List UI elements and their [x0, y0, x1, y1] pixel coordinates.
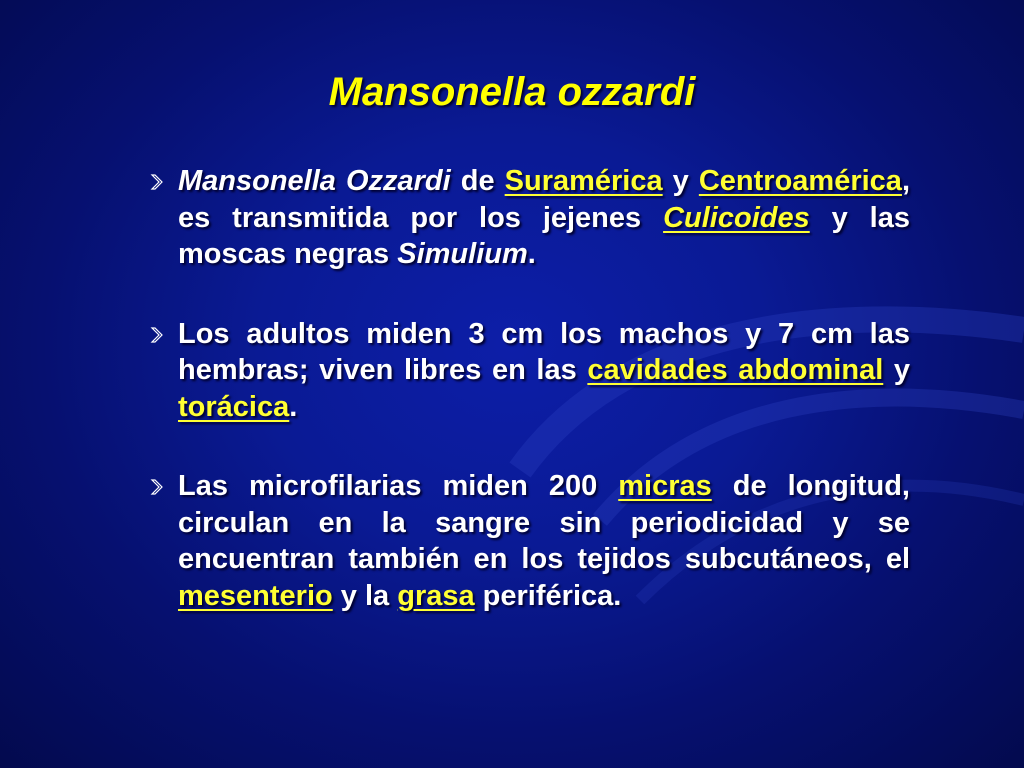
bullet-text: de longitud, circulan en la sangre sin periodicidad y se encuentran también en los tejidos subcutáneos, el — [178, 470, 910, 575]
link-text[interactable]: mesenterio — [178, 579, 333, 612]
italic-text: Mansonella Ozzardi — [178, 165, 451, 197]
bullet-text: . — [527, 238, 536, 270]
link-text[interactable]: grasa — [397, 579, 475, 612]
bullet-item — [150, 316, 910, 426]
bullet-text: Las microfilarias miden 200 — [178, 470, 619, 502]
link-text[interactable]: micras — [618, 470, 712, 502]
bullet-list — [150, 163, 910, 614]
link-text[interactable]: Suramérica — [504, 165, 663, 197]
chevron-arrow-icon — [150, 174, 166, 190]
link-text[interactable]: Centroamérica — [698, 165, 902, 197]
bullet-item — [150, 468, 910, 614]
link-text[interactable]: cavidades abdominal — [587, 354, 884, 386]
bullet-item — [150, 163, 910, 273]
link-text[interactable]: Culicoides — [663, 201, 810, 234]
chevron-arrow-icon — [150, 327, 166, 343]
bullet-text: periférica. — [474, 579, 622, 612]
slide-title: Mansonella ozzardi — [328, 70, 696, 114]
bullet-text: , es transmitida por los jejenes — [178, 165, 910, 234]
bullet-text: de — [450, 165, 505, 197]
chevron-arrow-icon — [150, 479, 166, 495]
bullet-text: y — [883, 354, 911, 386]
bullet-text: . — [289, 390, 298, 423]
bullet-text: y la — [332, 579, 398, 612]
link-text[interactable]: torácica — [178, 390, 290, 423]
italic-text: Simulium — [397, 238, 528, 270]
bullet-text: Los adultos miden 3 cm los machos y 7 cm las hembras; viven libres en las — [178, 317, 910, 386]
bullet-text: y las moscas negras — [178, 201, 910, 270]
bullet-text: y — [662, 165, 699, 197]
